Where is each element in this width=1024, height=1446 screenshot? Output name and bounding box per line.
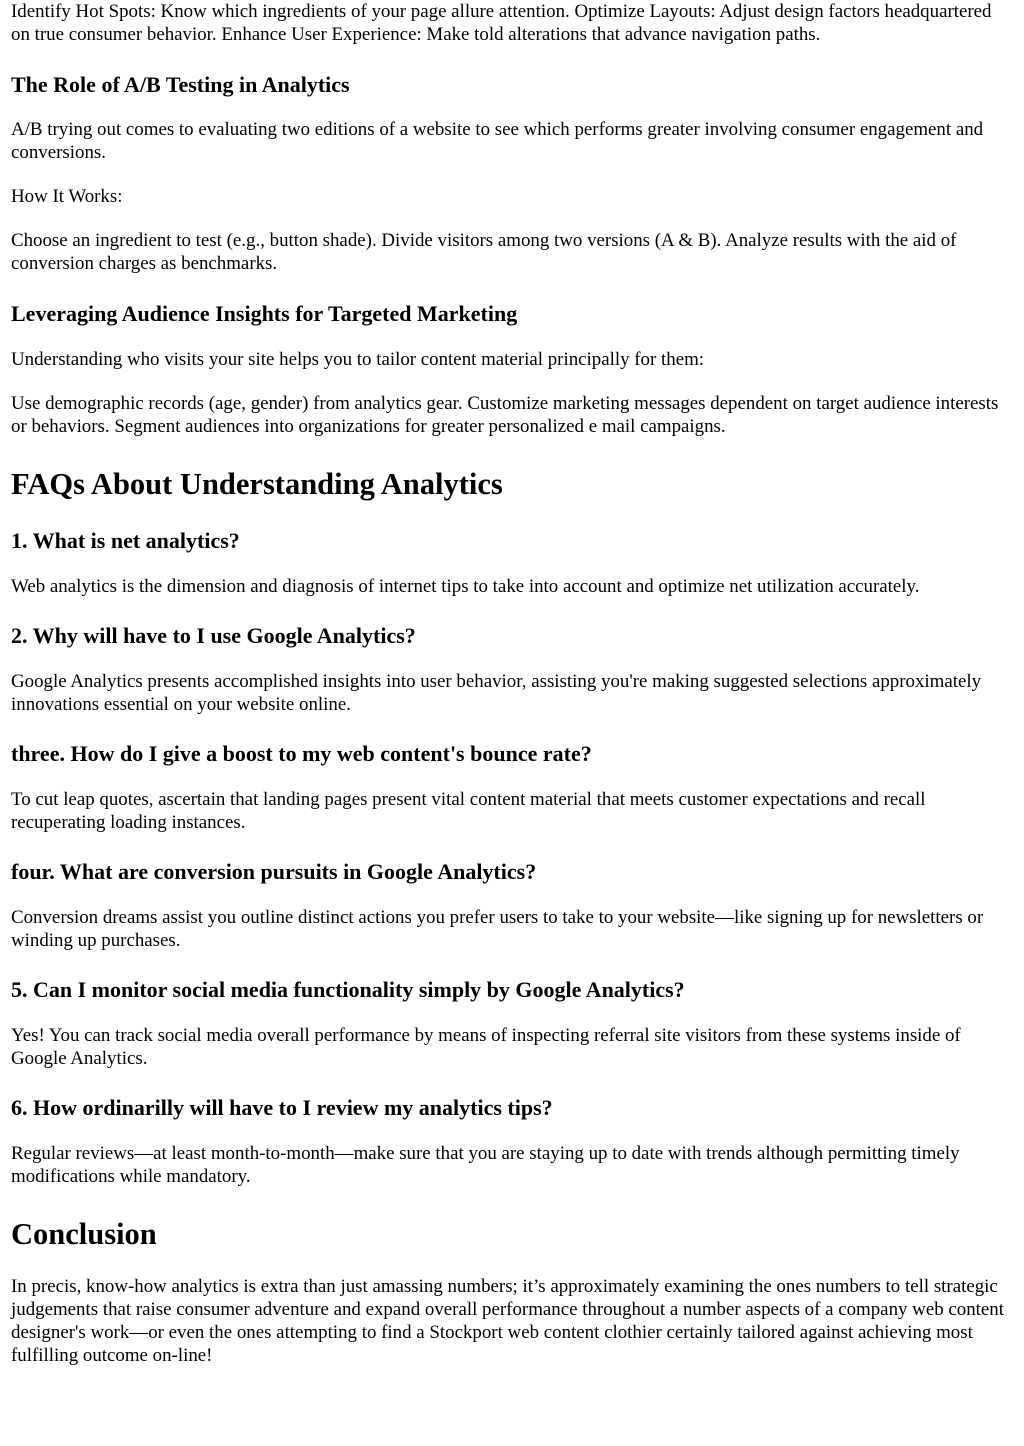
- conclusion-paragraph: In precis, know-how analytics is extra than just amassing numbers; it’s approximately examining the ones numbers to tell strategic judgements that raise consumer adventure and expand overall performance throughout a number aspects of a company web content designer's work—or even the ones attempting to find a Stockport web content clothier certainly tailored against achieving most fulfilling outcome on-line!: [11, 1276, 1004, 1366]
- faq-question: 6. How ordinarilly will have to I review my analytics tips?: [11, 1095, 553, 1120]
- faq-question: three. How do I give a boost to my web content's bounce rate?: [11, 741, 592, 766]
- conclusion-heading: Conclusion: [11, 1217, 157, 1251]
- faq-question: four. What are conversion pursuits in Google Analytics?: [11, 859, 537, 884]
- faq-heading: FAQs About Understanding Analytics: [11, 467, 503, 501]
- faq-item: [11, 528, 1014, 598]
- faq-item: [11, 977, 1014, 1070]
- faq-answer: Regular reviews—at least month-to-month—make sure that you are staying up to date with trends although permitting timely modifications while mandatory.: [11, 1143, 960, 1187]
- faq-question: 2. Why will have to I use Google Analytics?: [11, 623, 416, 648]
- faq-item: [11, 741, 1014, 834]
- ab-testing-heading: The Role of A/B Testing in Analytics: [11, 72, 350, 97]
- faq-item: [11, 623, 1014, 716]
- audience-intro: Understanding who visits your site helps you to tailor content material principally for them:: [11, 349, 705, 370]
- faq-question: 5. Can I monitor social media functionality simply by Google Analytics?: [11, 977, 685, 1002]
- faq-answer: To cut leap quotes, ascertain that landing pages present vital content material that meets customer expectations and recall recuperating loading instances.: [11, 789, 926, 833]
- ab-testing-steps: Choose an ingredient to test (e.g., button shade). Divide visitors among two versions (A & B). Analyze results with the aid of conversion charges as benchmarks.: [11, 230, 957, 274]
- faq-item: [11, 1095, 1014, 1188]
- faq-item: [11, 859, 1014, 952]
- ab-testing-how-label: How It Works:: [11, 186, 123, 207]
- faq-answer: Conversion dreams assist you outline distinct actions you prefer users to take to your website—like signing up for newsletters or winding up purchases.: [11, 907, 984, 951]
- faq-answer: Google Analytics presents accomplished insights into user behavior, assisting you're making suggested selections approximately innovations essential on your website online.: [11, 671, 982, 715]
- audience-details: Use demographic records (age, gender) from analytics gear. Customize marketing messages dependent on target audience interests or behaviors. Segment audiences into organizations for greater personalized e mail campaigns.: [11, 393, 999, 437]
- audience-heading: Leveraging Audience Insights for Targeted Marketing: [11, 301, 518, 326]
- faq-question: 1. What is net analytics?: [11, 528, 240, 553]
- faq-answer: Yes! You can track social media overall performance by means of inspecting referral site visitors from these systems inside of Google Analytics.: [11, 1025, 961, 1069]
- faq-answer: Web analytics is the dimension and diagnosis of internet tips to take into account and optimize net utilization accurately.: [11, 576, 920, 597]
- intro-paragraph: Identify Hot Spots: Know which ingredients of your page allure attention. Optimize Layouts: Adjust design factors headquartered on true consumer behavior. Enhance User Experience: Make told alterations that advance navigation paths.: [11, 1, 992, 45]
- ab-testing-intro: A/B trying out comes to evaluating two editions of a website to see which performs greater involving consumer engagement and conversions.: [11, 119, 984, 163]
